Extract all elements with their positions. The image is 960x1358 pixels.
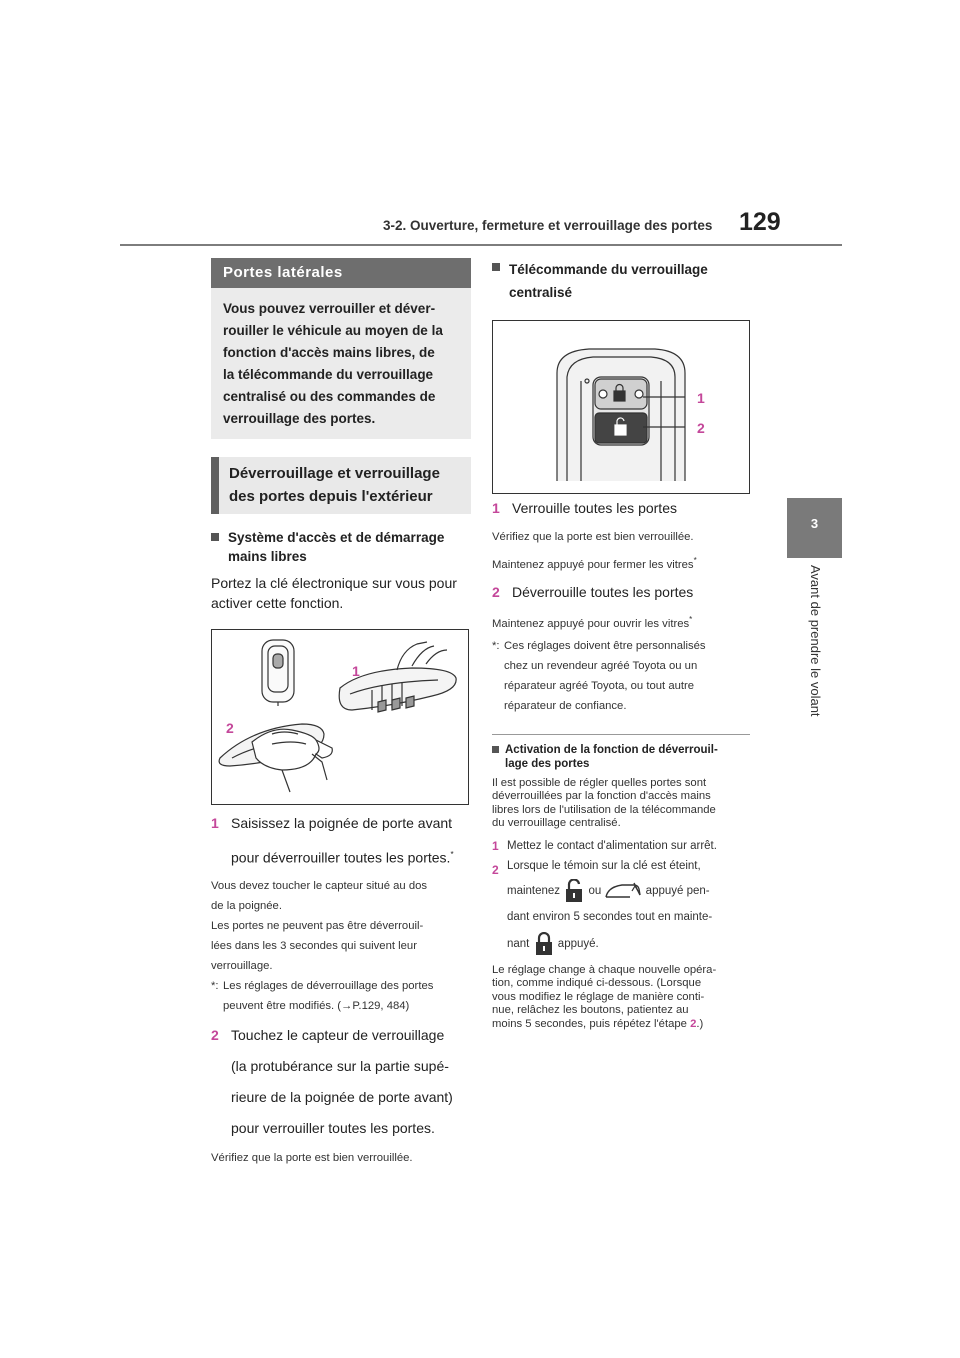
figure-label-2: 2 <box>226 720 234 736</box>
note-line: Maintenez appuyé pour ouvrir les vitres <box>492 617 690 630</box>
figure-label-1: 1 <box>352 663 360 679</box>
activation-heading-line: Activation de la fonction de déverrouil- <box>505 743 718 756</box>
step-text: appuyé. <box>557 937 599 950</box>
square-bullet-icon <box>492 746 499 753</box>
footnote-line: chez un revendeur agréé Toyota ou un <box>504 659 698 672</box>
activation-para <box>492 777 750 831</box>
power-back-door-icon <box>604 881 642 901</box>
note-line: Vous devez toucher le capteur situé au dos <box>211 879 428 892</box>
section-heading-line: des portes depuis l'extérieur <box>229 488 433 505</box>
lock-icon <box>533 932 555 956</box>
step-2 <box>211 1020 471 1144</box>
step-text: Déverrouille toutes les portes <box>512 583 694 600</box>
sub-heading-remote <box>492 258 750 304</box>
step-number: 2 <box>211 1026 219 1043</box>
bar-title: Portes latérales <box>211 258 471 288</box>
remote-notes-1 <box>492 526 750 576</box>
figure-label-1: 1 <box>697 390 705 406</box>
sub-heading-line: Système d'accès et de démarrage <box>228 530 445 545</box>
chapter-tab-number: 3 <box>810 516 819 531</box>
para-line: nue, relâchez les boutons, patientez au <box>492 1004 689 1017</box>
remote-step-1 <box>492 496 750 520</box>
remote-key-illustration <box>493 321 749 493</box>
section-title-header: 3-2. Ouverture, fermeture et verrouillage des portes <box>383 218 713 233</box>
step-text: maintenez <box>507 884 561 897</box>
step-line: rieure de la poignée de porte avant) <box>231 1088 453 1105</box>
sub-heading-line: Télécommande du verrouillage <box>509 262 708 277</box>
para-line: .) <box>696 1017 704 1030</box>
door-handle-illustration <box>212 630 468 804</box>
remote-key-figure <box>492 320 750 494</box>
footnote-line: Ces réglages doivent être personnalisés <box>504 639 706 652</box>
footnote <box>211 976 471 1016</box>
sub-heading-smart-entry <box>211 528 471 566</box>
left-column <box>211 258 471 1168</box>
step-1 <box>211 808 471 874</box>
step-text: ou <box>588 884 602 897</box>
footnote-line[interactable]: peuvent être modifiés. (→P.129, 484) <box>223 999 410 1012</box>
unlock-icon <box>563 879 585 903</box>
footnote-mark: *: <box>211 979 219 992</box>
note-line: de la poignée. <box>211 899 282 912</box>
footnote-star: * <box>689 614 693 624</box>
para-line: du verrouillage centralisé. <box>492 817 621 830</box>
step-number: 1 <box>211 815 219 831</box>
step-text: Verrouille toutes les portes <box>512 500 677 516</box>
door-handle-figure <box>211 629 469 805</box>
footnote-line: réparateur agréé Toyota, ou tout autre <box>504 679 695 692</box>
step-text: nant <box>507 937 530 950</box>
square-bullet-icon <box>211 533 219 541</box>
para-line: déverrouillées par la fonction d'accès mains <box>492 790 711 803</box>
activation-step-1 <box>492 836 750 856</box>
step-1-block <box>211 808 471 874</box>
intro-box <box>211 288 471 439</box>
activation-section <box>492 743 750 1032</box>
intro-line: rouiller le véhicule au moyen de la <box>223 323 443 338</box>
activation-heading <box>492 743 750 771</box>
body-line: Portez la clé électronique sur vous pour <box>211 575 457 591</box>
footnote-line: Les réglages de déverrouillage des portes <box>223 979 434 992</box>
figure-label-2: 2 <box>697 420 705 436</box>
chapter-tab-label: Avant de prendre le volant <box>808 565 823 717</box>
square-bullet-icon <box>492 263 500 271</box>
intro-line: Vous pouvez verrouiller et déver- <box>223 301 436 316</box>
intro-line: verrouillage des portes. <box>223 411 376 426</box>
activation-final <box>492 964 750 1032</box>
activation-step-2 <box>492 856 750 960</box>
step-number: 2 <box>492 862 499 877</box>
step-line: dant environ 5 secondes tout en mainte- <box>507 910 713 923</box>
para-line: vous modifiez le réglage de manière conti- <box>492 990 705 1003</box>
step-line: (la protubérance sur la partie supé- <box>231 1057 449 1074</box>
step-line: pour déverrouiller toutes les portes. <box>231 849 451 866</box>
para-line: libres lors de l'utilisation de la télécommande <box>492 803 716 816</box>
intro-line: la télécommande du verrouillage <box>223 367 434 382</box>
step-line: Lorsque le témoin sur la clé est éteint, <box>507 859 701 872</box>
footnote-star: * <box>450 850 454 859</box>
body-text <box>211 573 471 613</box>
header-rule <box>120 244 842 246</box>
notes-1 <box>211 876 471 976</box>
intro-line: centralisé ou des commandes de <box>223 389 436 404</box>
note-line: Vérifiez que la porte est bien verrouillée. <box>492 531 694 543</box>
step-text: Mettez le contact d'alimentation sur arrêt. <box>507 839 717 852</box>
right-column <box>492 258 750 1031</box>
step-ref: 2 <box>690 1017 697 1030</box>
para-line: tion, comme indiqué ci-dessous. (Lorsque <box>492 977 702 990</box>
step-line: Saisissez la poignée de porte avant <box>231 815 453 831</box>
para-line: Il est possible de régler quelles portes sont <box>492 776 707 789</box>
note-line: Maintenez appuyé pour fermer les vitres <box>492 558 694 571</box>
footnote-line: réparateur de confiance. <box>504 699 627 712</box>
step-line: Touchez le capteur de verrouillage <box>231 1026 445 1043</box>
para-line: moins 5 secondes, puis répétez l'étape <box>492 1017 687 1030</box>
remote-footnote <box>492 636 750 716</box>
section-heading <box>211 457 471 514</box>
sub-heading-line: centralisé <box>509 285 573 300</box>
sub-heading-line: mains libres <box>228 549 307 564</box>
divider <box>492 734 750 735</box>
intro-line: fonction d'accès mains libres, de <box>223 345 435 360</box>
remote-note-2 <box>492 610 750 634</box>
step-number: 2 <box>492 583 500 600</box>
remote-step-2 <box>492 580 750 604</box>
step-line: pour verrouiller toutes les portes. <box>231 1119 435 1136</box>
footnote-mark: *: <box>492 639 500 652</box>
body-line: activer cette fonction. <box>211 595 344 611</box>
note-line: lées dans les 3 secondes qui suivent leur <box>211 939 417 952</box>
section-heading-line: Déverrouillage et verrouillage <box>229 465 440 482</box>
page-number: 129 <box>739 208 781 236</box>
note-line: verrouillage. <box>211 959 273 972</box>
footnote-star: * <box>693 556 697 565</box>
step-number: 1 <box>492 838 499 853</box>
para-line: Le réglage change à chaque nouvelle opéra- <box>492 963 717 976</box>
note-2: Vérifiez que la porte est bien verrouillée. <box>211 1151 413 1164</box>
note-line: Les portes ne peuvent pas être déverrouil- <box>211 919 424 932</box>
activation-heading-line: lage des portes <box>505 757 590 770</box>
step-text: appuyé pen- <box>645 884 710 897</box>
step-number: 1 <box>492 500 500 516</box>
